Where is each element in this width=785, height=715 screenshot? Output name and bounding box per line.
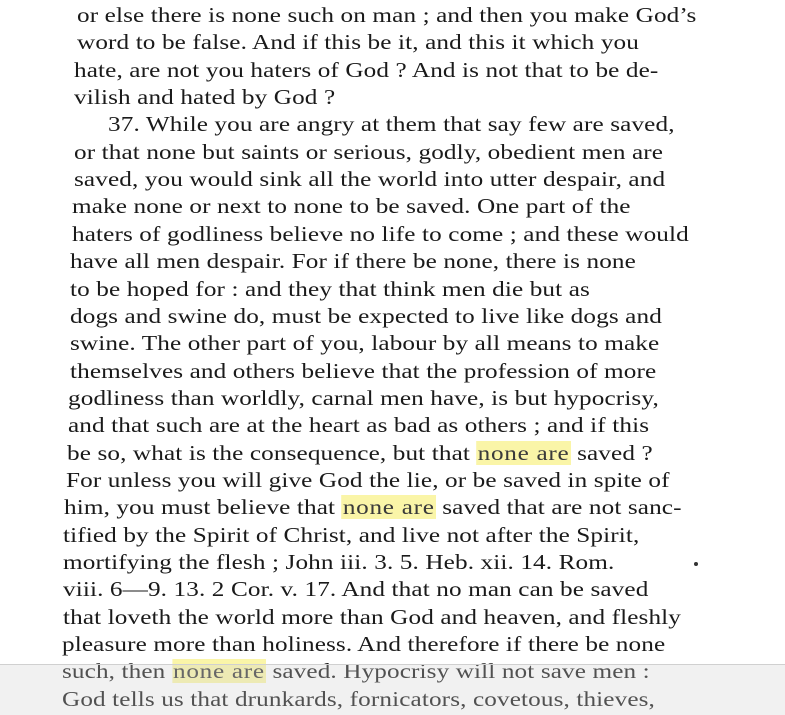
- text-segment: haters of godliness believe no life to come ; and these would: [72, 221, 689, 246]
- text-segment: and that such are at the heart as bad as others ; and if this: [68, 413, 650, 438]
- text-line: [74, 139, 663, 165]
- text-line: [63, 604, 681, 630]
- text-line: [63, 549, 614, 575]
- text-segment: godliness than worldly, carnal men have, is but hypocrisy,: [68, 385, 659, 410]
- text-line: [70, 330, 659, 356]
- text-segment: themselves and others believe that the profession of more: [70, 358, 657, 383]
- text-line: [74, 84, 335, 110]
- text-segment: to be hoped for : and they that think men die but as: [70, 276, 590, 301]
- text-line: [77, 2, 696, 28]
- text-segment: make none or next to none to be saved. One part of the: [72, 194, 631, 219]
- text-segment: saved. Hypocrisy will not save men :: [266, 659, 650, 684]
- text-segment: 37. While you are angry at them that say few are saved,: [108, 112, 675, 137]
- text-segment: him, you must believe that: [64, 495, 342, 520]
- text-line: [74, 57, 658, 83]
- text-line: [63, 522, 639, 548]
- speck-mark: [694, 562, 698, 566]
- text-segment: have all men despair. For if there be none, there is none: [70, 249, 636, 274]
- text-segment: swine. The other part of you, labour by all means to make: [70, 331, 660, 356]
- text-segment: For unless you will give God the lie, or be saved in spite of: [66, 467, 670, 492]
- text-line: [108, 111, 675, 137]
- text-segment: that loveth the world more than God and heaven, and fleshly: [63, 604, 682, 629]
- highlighted-search-match: none are: [173, 659, 265, 684]
- highlighted-search-match: none are: [342, 495, 435, 520]
- text-segment: such, then: [62, 659, 172, 684]
- text-line: [68, 385, 659, 411]
- text-segment: tified by the Spirit of Christ, and live not after the Spirit,: [63, 522, 640, 547]
- text-segment: pleasure more than holiness. And therefore if there be none: [62, 632, 666, 657]
- text-line: [70, 358, 656, 384]
- text-line: [64, 494, 682, 520]
- text-line: [77, 29, 639, 55]
- text-line: [74, 166, 665, 192]
- text-segment: saved that are not sanc-: [435, 495, 682, 520]
- text-line: [72, 193, 631, 219]
- text-segment: saved ?: [570, 440, 653, 465]
- text-segment: mortifying the flesh ; John iii. 3. 5. Heb. xii. 14. Rom.: [63, 550, 615, 574]
- text-line: [62, 631, 665, 657]
- text-line: [70, 248, 636, 274]
- text-line: [63, 576, 648, 602]
- text-segment: saved, you would sink all the world into utter despair, and: [74, 167, 666, 192]
- text-segment: dogs and swine do, must be expected to live like dogs and: [70, 303, 662, 328]
- text-line: [68, 412, 649, 438]
- text-segment: or else there is none such on man ; and then you make God’s: [77, 3, 697, 27]
- text-line: [70, 303, 662, 329]
- text-segment: word to be false. And if this be it, and this it which you: [77, 30, 639, 55]
- text-segment: vilish and hated by God ?: [74, 85, 336, 110]
- text-line: [70, 276, 590, 302]
- text-segment: hate, are not you haters of God ? And is not that to be de-: [74, 57, 659, 82]
- text-segment: or that none but saints or serious, godly, obedient men are: [74, 139, 664, 164]
- highlighted-search-match: none are: [477, 440, 570, 465]
- text-line: [66, 467, 670, 493]
- text-segment: God tells us that drunkards, fornicators, covetous, thieves,: [62, 686, 655, 711]
- text-line: [67, 440, 653, 466]
- text-line: [72, 221, 689, 247]
- text-segment: be so, what is the consequence, but that: [67, 440, 477, 465]
- text-segment: viii. 6—9. 13. 2 Cor. v. 17. And that no man can be saved: [63, 577, 649, 602]
- cut-off-text-line: [60, 706, 460, 715]
